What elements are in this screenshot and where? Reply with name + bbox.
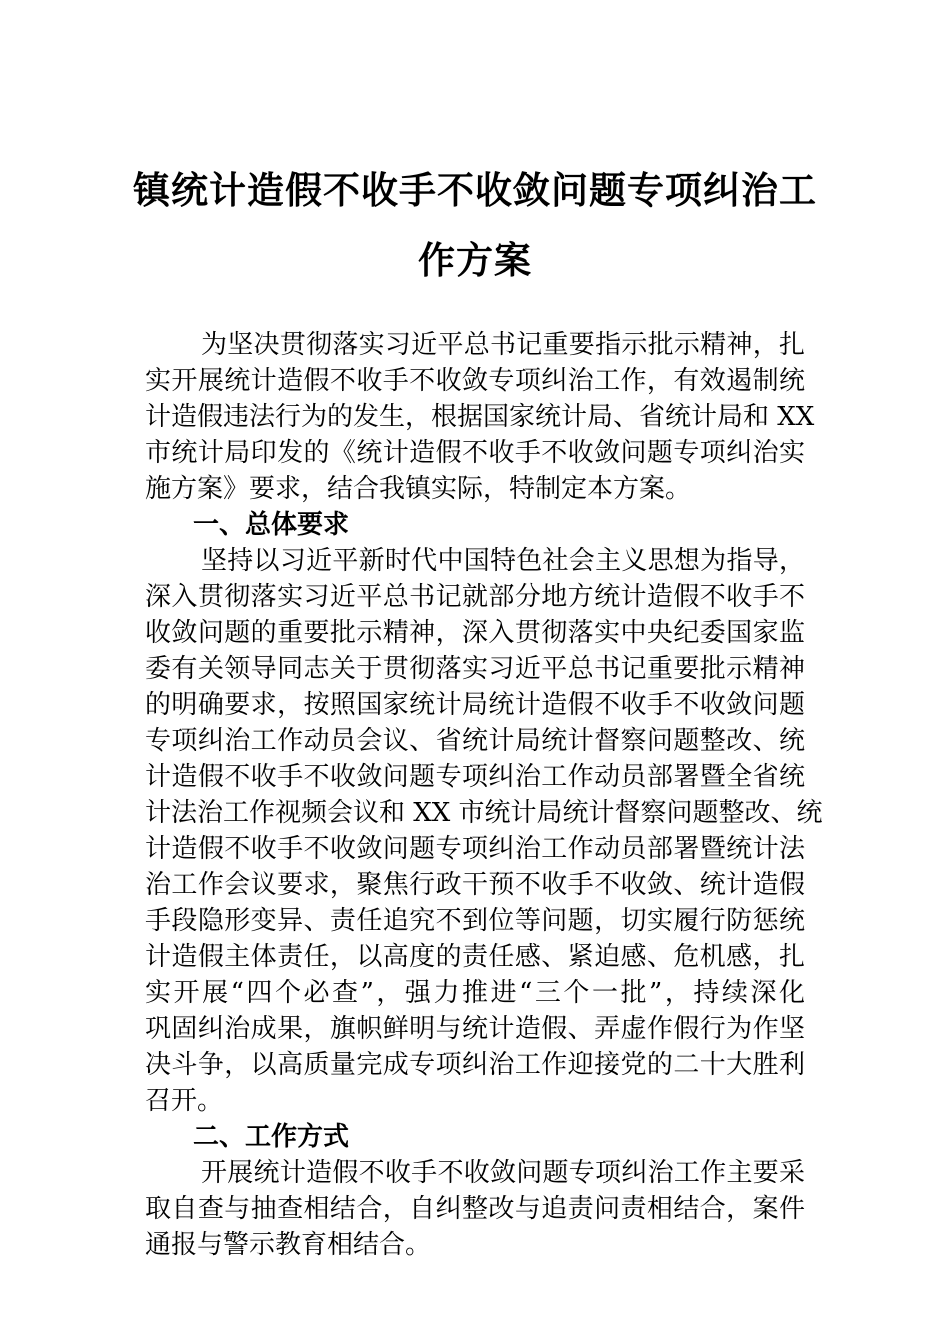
paragraph-line: 市统计局印发的《统计造假不收手不收敛问题专项纠治实 <box>145 438 805 468</box>
paragraph-line: 计造假不收手不收敛问题专项纠治工作动员部署暨统计法 <box>145 834 805 864</box>
paragraph-line: 决斗争，以高质量完成专项纠治工作迎接党的二十大胜利 <box>145 1050 805 1080</box>
paragraph-line: 通报与警示教育相结合。 <box>145 1230 432 1260</box>
section-heading: 二、工作方式 <box>193 1122 350 1152</box>
paragraph-line: 坚持以习近平新时代中国特色社会主义思想为指导， <box>201 546 805 576</box>
paragraph-line: 巩固纠治成果，旗帜鲜明与统计造假、弄虚作假行为作坚 <box>145 1014 805 1044</box>
document-title-line-2: 作方案 <box>418 238 532 282</box>
section-heading: 一、总体要求 <box>193 510 350 540</box>
paragraph-line: 手段隐形变异、责任追究不到位等问题，切实履行防惩统 <box>145 906 805 936</box>
paragraph-line: 为坚决贯彻落实习近平总书记重要指示批示精神，扎 <box>201 330 805 360</box>
paragraph-line: 实开展“四个必查”，强力推进“三个一批”，持续深化 <box>145 978 805 1008</box>
paragraph-line: 计法治工作视频会议和 XX 市统计局统计督察问题整改、统 <box>145 798 823 828</box>
paragraph-line: 施方案》要求，结合我镇实际，特制定本方案。 <box>145 474 692 504</box>
paragraph-line: 委有关领导同志关于贯彻落实习近平总书记重要批示精神 <box>145 654 805 684</box>
paragraph-line: 专项纠治工作动员会议、省统计局统计督察问题整改、统 <box>145 726 805 756</box>
paragraph-line: 计造假不收手不收敛问题专项纠治工作动员部署暨全省统 <box>145 762 805 792</box>
paragraph-line: 实开展统计造假不收手不收敛专项纠治工作，有效遏制统 <box>145 366 805 396</box>
paragraph-line: 治工作会议要求，聚焦行政干预不收手不收敛、统计造假 <box>145 870 805 900</box>
paragraph-line: 收敛问题的重要批示精神，深入贯彻落实中央纪委国家监 <box>145 618 805 648</box>
paragraph-line: 开展统计造假不收手不收敛问题专项纠治工作主要采 <box>201 1158 805 1188</box>
document-title-line-1: 镇统计造假不收手不收敛问题专项纠治工 <box>133 168 817 212</box>
paragraph-line: 计造假主体责任，以高度的责任感、紧迫感、危机感，扎 <box>145 942 805 972</box>
paragraph-line: 召开。 <box>145 1086 224 1116</box>
paragraph-line: 的明确要求，按照国家统计局统计造假不收手不收敛问题 <box>145 690 805 720</box>
document-body <box>145 327 823 1263</box>
paragraph-line: 深入贯彻落实习近平总书记就部分地方统计造假不收手不 <box>145 582 805 612</box>
paragraph-line: 取自查与抽查相结合，自纠整改与追责问责相结合，案件 <box>145 1194 805 1224</box>
paragraph-line: 计造假违法行为的发生，根据国家统计局、省统计局和 XX <box>145 402 815 432</box>
